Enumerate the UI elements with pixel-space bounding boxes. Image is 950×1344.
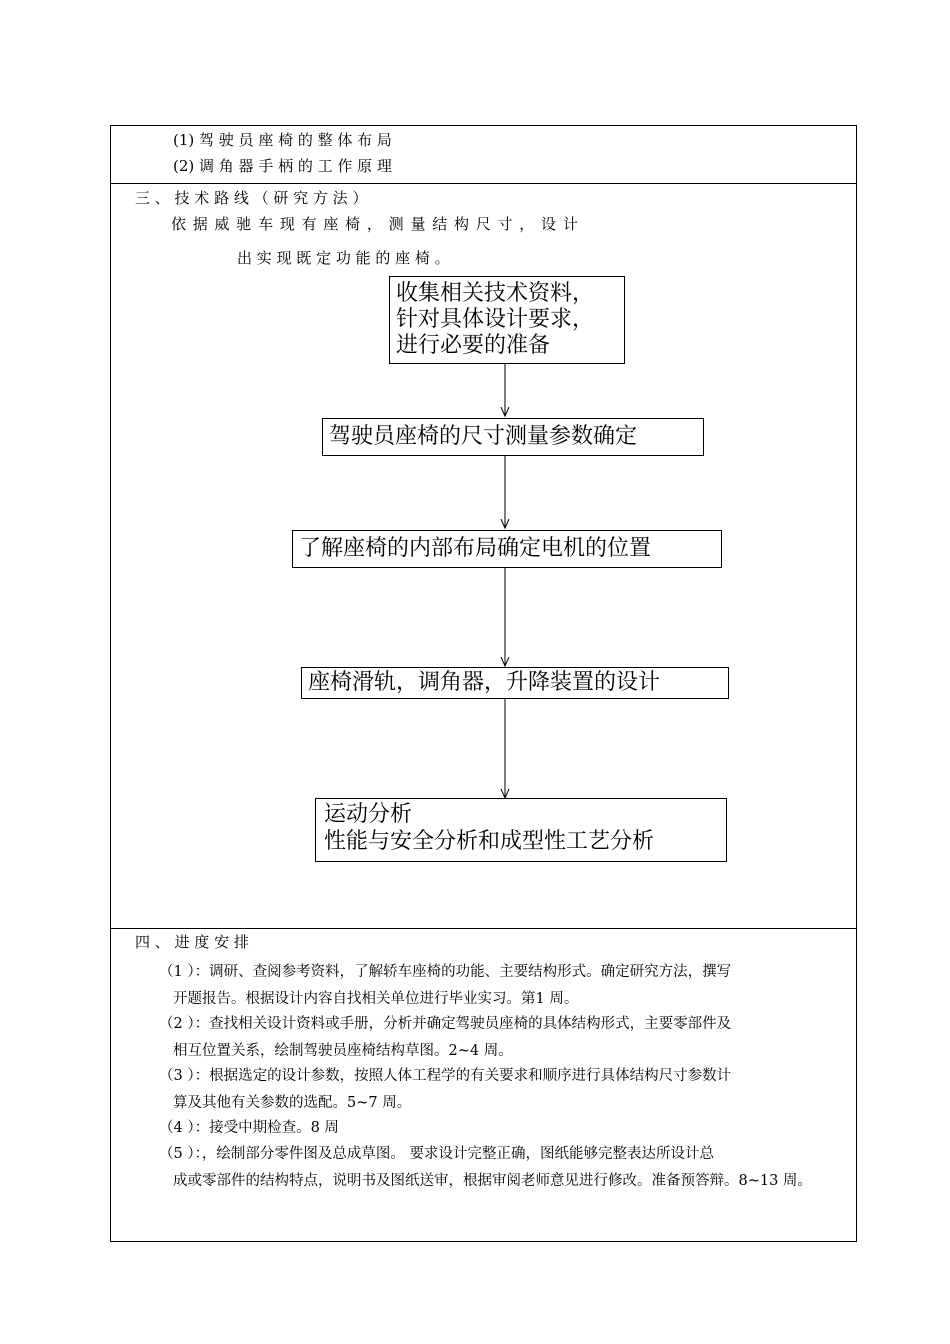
section3-intro-line1: 依 据 威 驰 车 现 有 座 椅 ， 测 量 结 构 尺 寸 ， 设 计: [171, 215, 579, 233]
flow-step-collect-line3: 进行必要的准备: [396, 333, 551, 358]
flow-step-collect-line1: 收集相关技术资料，: [396, 281, 595, 306]
section4-heading: 四 、 进 度 安 排: [135, 933, 249, 951]
flow-step-layout-text: 了解座椅的内部布局确定电机的位置: [299, 536, 652, 561]
row-divider-2: [111, 928, 856, 929]
section3-intro-line2: 出 实 现 既 定 功 能 的 座 椅 。: [237, 249, 450, 267]
schedule-item-1-line1: （1 ）：调研、查阅参考资料，了解轿车座椅的功能、主要结构形式。确定研究方法，撰写: [159, 964, 732, 980]
schedule-item-1-line2: 开题报告。根据设计内容自找相关单位进行毕业实习。第1 周。: [173, 991, 579, 1007]
schedule-item-3: [159, 1063, 851, 1117]
item-recliner-handle: (2) 调 角 器 手 柄 的 工 作 原 理: [173, 157, 392, 175]
schedule-item-2-line2: 相互位置关系，绘制驾驶员座椅结构草图。2~4 周。: [173, 1043, 513, 1059]
item-seat-layout: (1) 驾 驶 员 座 椅 的 整 体 布 局: [173, 131, 392, 149]
flow-step-design: [301, 667, 729, 699]
flow-step-analysis: [315, 798, 727, 862]
flow-step-design-text: 座椅滑轨，调角器，升降装置的设计: [308, 670, 661, 695]
schedule-item-2: [159, 1011, 851, 1065]
schedule-item-5: [159, 1141, 851, 1195]
flow-step-collect-line2: 针对具体设计要求，: [396, 307, 595, 332]
flow-step-analysis-line2: 性能与安全分析和成型性工艺分析: [324, 829, 655, 854]
flow-step-measure: [322, 418, 704, 456]
schedule-item-4-line1: （4 ）：接受中期检查。8 周: [159, 1120, 339, 1136]
section3-heading: 三 、 技 术 路 线 （ 研 究 方 法 ）: [135, 189, 368, 207]
schedule-item-3-line2: 算及其他有关参数的选配。5~7 周。: [173, 1095, 412, 1111]
schedule-item-3-line1: （3 ）：根据选定的设计参数，按照人体工程学的有关要求和顺序进行具体结构尺寸参数计: [159, 1068, 732, 1084]
schedule-item-1: [159, 959, 851, 1013]
document-frame: [110, 125, 857, 1242]
flow-step-collect: [389, 276, 625, 364]
schedule-item-5-line2: 成或零部件的结构特点，说明书及图纸送审，根据审阅老师意见进行修改。准备预答辩。8~13 周。: [173, 1173, 812, 1189]
flow-step-layout: [292, 530, 722, 568]
schedule-item-5-line1: （5 ）：，绘制部分零件图及总成草图。 要求设计完整正确，图纸能够完整表达所设计总: [159, 1146, 714, 1162]
schedule-item-2-line1: （2 ）：查找相关设计资料或手册，分析并确定驾驶员座椅的具体结构形式，主要零部件及: [159, 1016, 732, 1032]
schedule-item-4: [159, 1115, 851, 1142]
flow-step-measure-text: 驾驶员座椅的尺寸测量参数确定: [329, 424, 638, 449]
flow-step-analysis-line1: 运动分析: [324, 802, 413, 827]
